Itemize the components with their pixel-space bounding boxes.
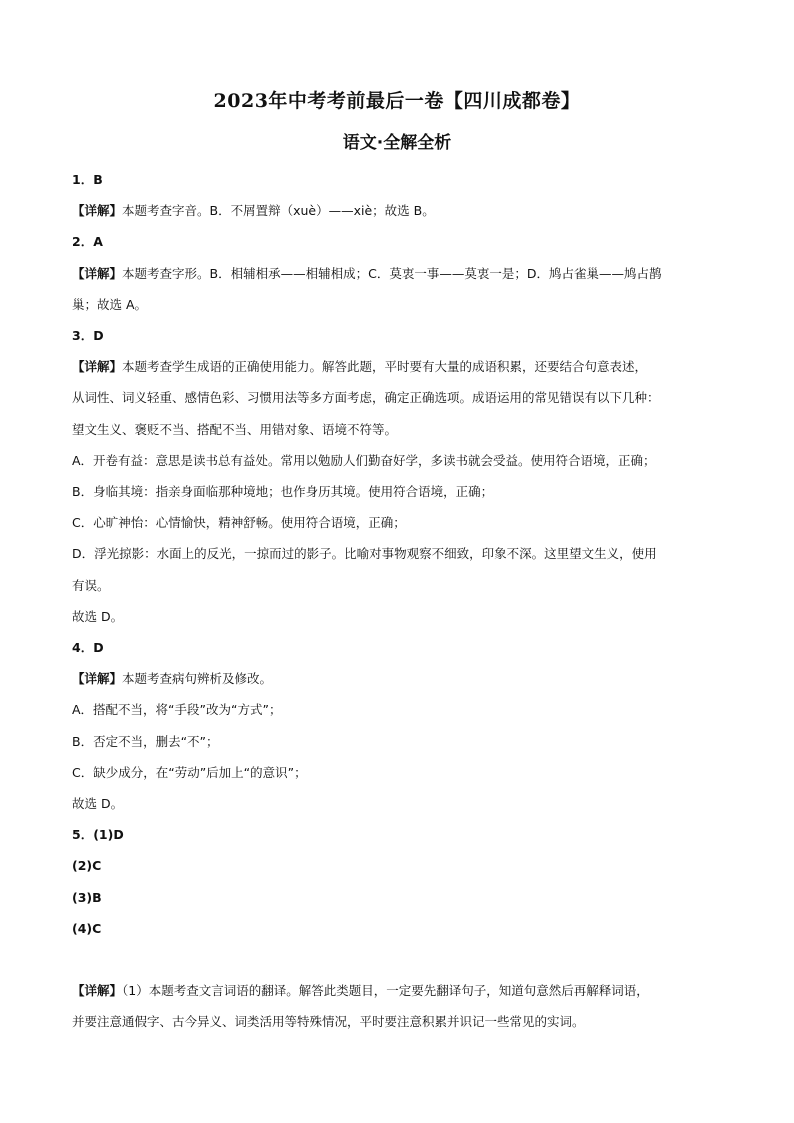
q4-option-c: C．缺少成分，在“劳动”后加上“的意识”； xyxy=(72,764,307,780)
detail-tag: 【详解】 xyxy=(72,983,123,999)
q3-detail-text: 本题考查学生成语的正确使用能力。解答此题，平时要有大量的成语积累，还要结合句意表述， xyxy=(122,359,648,375)
q2-detail-cont: 巢；故选 A。 xyxy=(72,296,148,312)
q5-detail xyxy=(72,975,724,1006)
q4-answer: 4．D xyxy=(72,640,104,656)
q3-detail xyxy=(72,351,724,382)
q4-option-a: A．搭配不当，将“手段”改为“方式”； xyxy=(72,702,282,718)
q4-conclusion: 故选 D。 xyxy=(72,796,124,812)
q3-option-d-cont: 有误。 xyxy=(72,577,110,593)
q1-detail xyxy=(72,195,724,226)
q5-answer-2: (2)C xyxy=(72,858,102,874)
page-title: 2023年中考考前最后一卷【四川成都卷】 xyxy=(213,90,581,112)
q5-answer-4: (4)C xyxy=(72,920,102,936)
q2-detail-text: 本题考查字形。B．相辅相承——相辅相成；C．莫衷一事——莫衷一是；D．鸠占雀巢——鸠占鹊 xyxy=(122,265,662,281)
q2-answer: 2．A xyxy=(72,234,103,250)
q1-answer: 1．B xyxy=(72,172,103,187)
q3-detail-line2: 从词性、词义轻重、感情色彩、习惯用法等多方面考虑，确定正确选项。成语运用的常见错误有以下几种： xyxy=(72,390,660,406)
q3-conclusion: 故选 D。 xyxy=(72,608,124,624)
q5-detail-text: （1）本题考查文言词语的翻译。解答此类题目，一定要先翻译句子，知道句意然后再解释词语， xyxy=(122,983,649,999)
q5-answer-1: 5．(1)D xyxy=(72,827,124,843)
detail-tag: 【详解】 xyxy=(72,203,123,219)
q3-detail-line3: 望文生义、褒贬不当、搭配不当、用错对象、语境不符等。 xyxy=(72,421,398,437)
detail-tag: 【详解】 xyxy=(72,671,123,687)
detail-tag: 【详解】 xyxy=(72,265,123,281)
q5-detail-cont: 并要注意通假字、古今异义、词类活用等特殊情况，平时要注意积累并识记一些常见的实词。 xyxy=(72,1014,585,1030)
q3-option-a: A．开卷有益：意思是读书总有益处。常用以勉励人们勤奋好学，多读书就会受益。使用符合语境，正确； xyxy=(72,452,656,468)
q5-answer-3: (3)B xyxy=(72,889,102,905)
q3-option-b: B．身临其境：指亲身面临那种境地；也作身历其境。使用符合语境，正确； xyxy=(72,484,494,500)
q3-option-d: D．浮光掠影：水面上的反光，一掠而过的影子。比喻对事物观察不细致，印象不深。这里望文生义，使用 xyxy=(72,546,657,562)
q1-detail-text: 本题考查字音。B．不屑置辩（xuè）——xiè；故选 B。 xyxy=(122,203,435,219)
q4-detail xyxy=(72,663,724,694)
q4-option-b: B．否定不当，删去“不”； xyxy=(72,733,219,749)
q3-answer: 3．D xyxy=(72,328,104,344)
q4-detail-text: 本题考查病句辨析及修改。 xyxy=(122,671,273,687)
q2-detail xyxy=(72,258,724,289)
page-subtitle: 语文·全解全析 xyxy=(342,133,452,153)
answer-content xyxy=(72,164,724,1037)
q3-option-c: C．心旷神怡：心情愉快，精神舒畅。使用符合语境，正确； xyxy=(72,515,406,531)
detail-tag: 【详解】 xyxy=(72,359,123,375)
spacer xyxy=(72,944,724,975)
